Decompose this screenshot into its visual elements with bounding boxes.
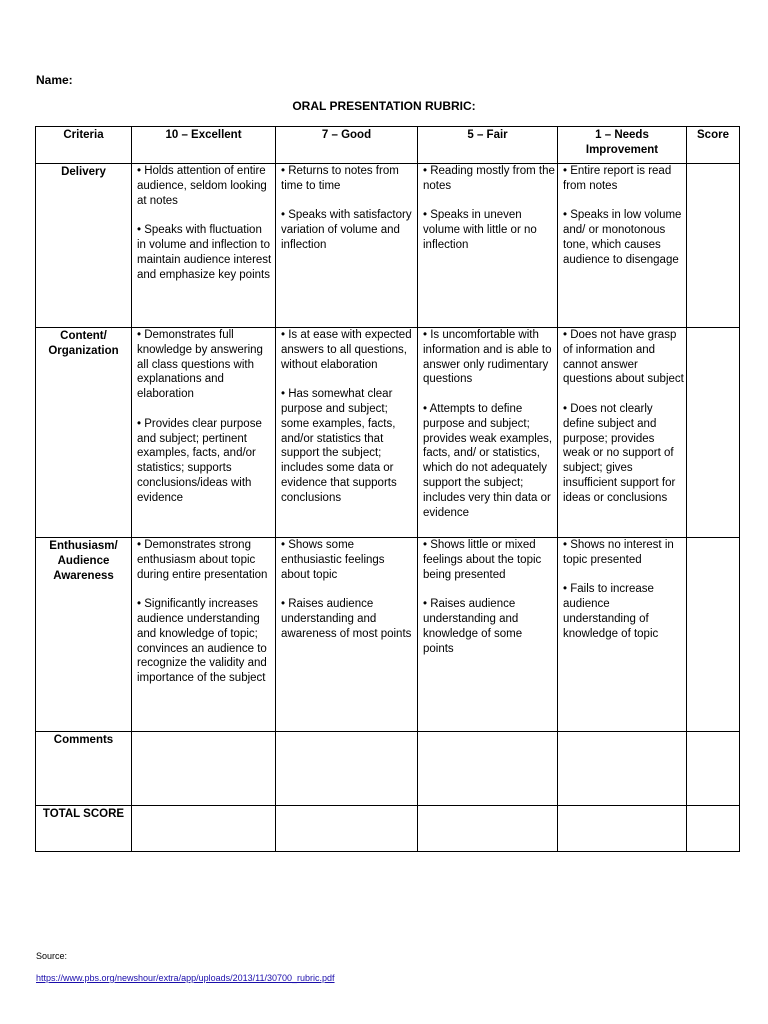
score-cell[interactable] bbox=[687, 328, 740, 538]
rubric-table bbox=[35, 126, 740, 852]
descriptor: • Has somewhat clear purpose and subject; some examples, facts, and/or statistics that support the subject; includes some data or evidence that supports conclusions bbox=[281, 388, 397, 504]
total-score-row bbox=[36, 806, 740, 852]
descriptor: • Speaks in uneven volume with little or no inflection bbox=[423, 209, 537, 251]
cell-fair bbox=[418, 538, 558, 732]
descriptor: • Demonstrates full knowledge by answering all class questions with explanations and elaboration bbox=[137, 329, 263, 401]
score-cell[interactable] bbox=[687, 164, 740, 328]
descriptor: • Raises audience understanding and knowledge of some points bbox=[423, 598, 523, 655]
cell-good bbox=[276, 164, 418, 328]
comments-cell[interactable] bbox=[558, 732, 687, 806]
cell-good bbox=[276, 538, 418, 732]
table-row bbox=[36, 164, 740, 328]
descriptor: • Raises audience understanding and awareness of most points bbox=[281, 598, 412, 640]
total-cell[interactable] bbox=[418, 806, 558, 852]
descriptor: • Does not clearly define subject and purpose; provides weak or no support of subject; gives insufficient support for ideas or conclusions bbox=[563, 402, 676, 504]
comments-label: Comments bbox=[36, 732, 132, 806]
descriptor: • Significantly increases audience understanding and knowledge of topic; convinces an audience to recognize the validity and importance of the subject bbox=[137, 598, 267, 685]
criteria-enthusiasm: Enthusiasm/ Audience Awareness bbox=[36, 538, 132, 732]
cell-fair bbox=[418, 328, 558, 538]
cell-needs-improvement bbox=[558, 164, 687, 328]
cell-excellent bbox=[132, 328, 276, 538]
criteria-content-organization: Content/ Organization bbox=[36, 328, 132, 538]
cell-excellent bbox=[132, 164, 276, 328]
descriptor: • Shows some enthusiastic feelings about topic bbox=[281, 539, 385, 581]
header-fair: 5 – Fair bbox=[418, 127, 558, 164]
header-excellent: 10 – Excellent bbox=[132, 127, 276, 164]
descriptor: • Speaks in low volume and/ or monotonous tone, which causes audience to disengage bbox=[563, 209, 682, 266]
header-good: 7 – Good bbox=[276, 127, 418, 164]
total-cell[interactable] bbox=[276, 806, 418, 852]
descriptor: • Reading mostly from the notes bbox=[423, 165, 555, 192]
total-cell[interactable] bbox=[132, 806, 276, 852]
descriptor: • Demonstrates strong enthusiasm about topic during entire presentation bbox=[137, 539, 268, 581]
descriptor: • Attempts to define purpose and subject; provides weak examples, facts, and/ or statistics, which do not adequately support the subject; includes very thin data or evidence bbox=[423, 402, 553, 519]
header-score: Score bbox=[687, 127, 740, 164]
descriptor: • Is at ease with expected answers to all questions, without elaboration bbox=[281, 329, 412, 371]
comments-cell[interactable] bbox=[276, 732, 418, 806]
descriptor: • Is uncomfortable with information and is able to answer only rudimentary questions bbox=[423, 329, 552, 386]
descriptor: • Does not have grasp of information and cannot answer questions about subject bbox=[563, 329, 684, 386]
header-row bbox=[36, 127, 740, 164]
cell-excellent bbox=[132, 538, 276, 732]
name-label: Name: bbox=[36, 73, 73, 87]
descriptor: • Shows little or mixed feelings about the topic being presented bbox=[423, 539, 542, 581]
cell-good bbox=[276, 328, 418, 538]
source-label: Source: bbox=[36, 951, 68, 961]
score-cell[interactable] bbox=[687, 538, 740, 732]
cell-needs-improvement bbox=[558, 328, 687, 538]
descriptor: • Entire report is read from notes bbox=[563, 165, 672, 192]
descriptor: • Speaks with satisfactory variation of volume and inflection bbox=[281, 209, 412, 251]
total-cell[interactable] bbox=[558, 806, 687, 852]
descriptor: • Shows no interest in topic presented bbox=[563, 539, 674, 566]
total-score-label: TOTAL SCORE bbox=[36, 806, 132, 852]
header-needs-improvement: 1 – Needs Improvement bbox=[558, 127, 687, 164]
cell-needs-improvement bbox=[558, 538, 687, 732]
table-row bbox=[36, 328, 740, 538]
source-link[interactable]: https://www.pbs.org/newshour/extra/app/uploads/2013/11/30700_rubric.pdf bbox=[36, 973, 335, 983]
comments-cell[interactable] bbox=[132, 732, 276, 806]
page-title: ORAL PRESENTATION RUBRIC: bbox=[292, 99, 476, 113]
descriptor: • Speaks with fluctuation in volume and inflection to maintain audience interest and emphasize key points bbox=[137, 224, 272, 281]
total-cell[interactable] bbox=[687, 806, 740, 852]
descriptor: • Fails to increase audience understanding of knowledge of topic bbox=[563, 583, 659, 640]
comments-cell[interactable] bbox=[418, 732, 558, 806]
header-criteria: Criteria bbox=[36, 127, 132, 164]
cell-fair bbox=[418, 164, 558, 328]
comments-cell[interactable] bbox=[687, 732, 740, 806]
descriptor: • Holds attention of entire audience, seldom looking at notes bbox=[137, 165, 267, 207]
table-row bbox=[36, 538, 740, 732]
criteria-delivery: Delivery bbox=[36, 164, 132, 328]
comments-row bbox=[36, 732, 740, 806]
descriptor: • Provides clear purpose and subject; pertinent examples, facts, and/or statistics; supports conclusions/ideas with evidence bbox=[137, 417, 262, 504]
descriptor: • Returns to notes from time to time bbox=[281, 165, 399, 192]
